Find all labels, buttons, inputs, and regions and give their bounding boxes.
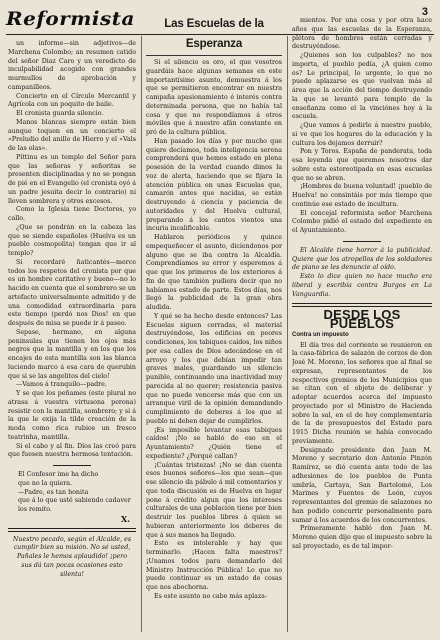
- paragraph: Sepase, hermano, en alguna peninsulas que tienen los ojos más negros que la mantilla y en los que los encajes de esta mantilla son las blanca luciendo marco á esa cara de querubin que si se las angelitos del cielo!: [8, 328, 136, 380]
- italic-quote: Esto lo dice quien no hace mucho era liberal y escribía contra Burgos en La Vanguardia.: [292, 273, 432, 298]
- paragraph: —Vamos á tranquilo—padre.: [16, 381, 107, 389]
- paragraph: ¿Que vamos á pedirle á nuestro pueblo, si ve que los hogares de la educación y la cultura los dejamos derruir?: [292, 122, 432, 147]
- column-right: [292, 14, 432, 634]
- paragraph: Designado presidente don Juan M. Moreno y secretario don Antonio Pinzón Ramírez, se dió cuenta ante todo de las adhesiones de los pueblos de Punta umbría, Cartaya, San Bartolomé, Los Marines y Fuentes de León, cuyos representantes del gremio de salazones no han podido concurrir personalmente para sumar á los acuerdos de los concurrentes.: [292, 446, 432, 524]
- poem-line: que á lo que usté sabiendo cadaver: [18, 497, 131, 505]
- poem-line: —Padre, es tan bonita: [18, 488, 89, 496]
- paragraph: Píttinu es un templo del Señor para que las señoras y señoritas se presenten disciplinadas y no se pongan de pié en el Evangelio (el cronista oyó á un padre jesuita decir lo contrario) ni lleven sombrera y otros excesos.: [8, 153, 136, 205]
- masthead-logo: Reformista: [6, 8, 135, 30]
- column-left: [8, 40, 136, 634]
- closing-note: Nuestro pecado, según el Alcalde, es cumplir bien su misión. No sé usted, Pañales le hemos aplaudido! ¡pero sus dá tan pocas ocasiones esto silenta!: [12, 535, 132, 578]
- paragraph: ¿Quienes son los culpables? no nos importa, el pueblo pedía, ¿A quien como es? Le principal, lo urgente, lo que no puede aplazarse es que vuelvan más al área que la acción del tiempo destruyendo la que se levantó para templo de la enseñanza como el la vinciónes hoy á la escuela.: [292, 52, 432, 121]
- paragraph: ¡Cuántas tristezas! ¡No se dan cuenta esos buenos señores—los que sean—que ese silencio da pábulo á mil comentarios y que toda discusión es de Huelva en lugar pone á crédito algun que los intereses culturales de una población tiene por bien destruir los pueblos libres á quien se hubieran anteriormente los deberes de que á sus manos ha llegado.: [146, 461, 282, 539]
- column-divider: [141, 36, 142, 632]
- column-center: [146, 14, 282, 634]
- paragraph: Concierto en el Círculo Mercantil y Agrícola con un poquito de baile.: [8, 92, 136, 109]
- paragraph: El día tres del corriente se reunieron en la casa-fábrica de salazón de corzos de don José M. Moreno, los señores que al final se expresan, representantes de los respectivos gremios de los Municipios que se citan con el objeto de deliberar y adoptar acuerdos acerca del impuesto proyectado por el Ministro de Hacienda sobre la sal, en el de hoy complementaria de la de presupuestos del Estado para 1915 Dicha reunión se había convocado previamente.: [292, 341, 432, 445]
- poem-line: los remito.: [18, 506, 52, 513]
- paragraph: Y qué se ha hecho desde entonces? Las Escuelas siguen cerradas, el material destruyéndose, los edificios en peores condiciones, los tabiques caídos, los niños por esa calles de Díos adecándose en el arroyo y los que debían impedir tan graves males, guardando un silencio punible, continuando una inactividad muy parecida al no querer; resistencia pasiva que no puede vencerse más que con un arranque viril de la opinión demandando cumplimiento de deberes á los que al pueblo ni deben dejar de cumplirlos.: [146, 312, 282, 425]
- separator-rule: [53, 465, 91, 466]
- paragraph: ¿Que se pondrán en la cabeza las que se siendo españoles (Huelva es un pueblo cosmopolita) tengan que ir al templo?: [8, 223, 136, 257]
- paragraph: Hablaron periódicos y quince empequeñecer el asunto, dicíendonos por alguno que se iba contra la Alcaldía. Comprendíamos su error y esperemos á que que los primeros de los exteriores á fin de que también pudiera decir que no habíamos estado de parte. Estos días, nos llegó la publicidad de la gran obra aludida.: [146, 234, 282, 311]
- paragraph: Han pasado los días y por mucho que quiere decíamos, toda inteligencia serena comprenderá que hemos estado en plena posesión de la verdad cuando dimos la voz de alerta, haciendo que se fijara la atención pública en unas Escuelas que, camarón antes que nacidas, se están destruyendo á ciencia y paciencia de autoridades y del Huelva cultural, preparando á los cantos vientos una incuria incalificable.: [146, 137, 282, 233]
- paragraph: mientos. Por una cosa y por otra hace años que las escuelas de la Esperanza, plétora de hombres están cerradas y destruyéndose.: [292, 17, 432, 51]
- article-body: [146, 59, 282, 602]
- poem: [8, 471, 136, 515]
- column-divider: [287, 36, 288, 632]
- italic-note: El Alcalde tiene horror á la publicidad. Quiere que los atropellos de los soldadores de piano se les denuncie al oído.: [292, 246, 432, 272]
- paragraph: El concejal reformista señor Marchena Colombo pidió el estado del expediente en el Ayuntamiento.: [292, 209, 432, 234]
- masthead: [6, 4, 135, 34]
- paragraph: Como la Iglesia tiene Doctores, yo callo.: [8, 206, 136, 222]
- paragraph: Si recordaré ñaticantés—merce todos los respetos del cronista por que es un hombre caritativo y bueno—no lo hacido en cuenta que el sombrero se un artefacto universalmente admitido y de una comodidad extraordinaria para este tiempo (perdó nos Dios! en que después de misa se puede ir á paseo.: [8, 258, 136, 327]
- paragraph: ¡Hombres de buena voluntad! ¡pueblo de Huelva! no consintáis por más tiempo que continúe ese estado de incultura.: [292, 183, 432, 208]
- poem-line: que no la quiera.: [18, 479, 73, 487]
- paragraph: Si el cabo y al fin. Díos las creó para que fuesen nuestra hermosa tentación.: [8, 442, 136, 459]
- page-number: 3: [421, 6, 428, 18]
- separator-rule: [8, 528, 136, 532]
- paragraph: El cronista guarda silencio.: [16, 110, 104, 117]
- section-title: DESDE LOS PUEBLOS: [323, 307, 401, 331]
- paragraph: un informe—sin adjetivos—de Marchena Colombo; an resumen catido del señor Diaz Caro y un veredicto de inculpabilidad acogido con grandes murmullos de aprobación y campanilleos.: [8, 40, 136, 91]
- poem-line: El Confesor ime ha dicho: [18, 471, 99, 478]
- paragraph: Si el silencio es oro, el que vosotros guardáis hace algunas semanas en este importantísimo asunto, demuestra á los que se permitieron encontrar en nuestra campaña apasionamiento é interés contra determinada persona, que no había tal cosa y que no respondíamos á otros móviles que á nuestro afán constante en pró de la cultura pública.: [146, 59, 282, 136]
- headline: Las Escuelas de la Esperanza: [146, 14, 282, 56]
- paragraph: ¡Es imposible levantar esas tabiques caídos! ¡No se habló de eso en el Ayuntamiento? ¿Quién tiene el expediente? ¿Porqué callan?: [146, 426, 282, 460]
- paragraph: Pon y Toros. España de panderata, toda esa leyenda que queremos nosotros dar sobre esta estereotipada en esas escuelas que no se abren.: [292, 148, 432, 182]
- signature: X.: [121, 513, 130, 524]
- paragraph: Primeramente habló don Juan M. Moreno quien dijo que el impuesto sobre la sal proyectado, es de tal impor-: [292, 525, 432, 550]
- separator-rule: [343, 241, 381, 242]
- paragraph: Y se que los peñames (este plural no atrasa á vuestra virtusona perona) resistir con la mantilla, sombrero; y si á la que le exija la tilde creación de la moda como rica rubios un fresco teatrinha, mantilla.: [8, 390, 136, 441]
- subhead: Contra un impuesto: [292, 331, 349, 338]
- paragraph: Manos blancas siempre están bien aunque toquen en un concierto el «Preludio del anillo de Hierro y el «Vals de las olas».: [8, 118, 136, 152]
- paragraph: Esto es intolerable y hay que terminarlo. ¡Hacen falta maestros? ¡Unamos todos para demandarlo del Ministro Instrucción Pública! Lo que no puede continuar es un estado de cosas que nos abochorna.: [146, 540, 282, 591]
- article-continuation: [292, 17, 432, 236]
- paragraph: Es este asunto no cabe más aplaza-: [154, 592, 268, 600]
